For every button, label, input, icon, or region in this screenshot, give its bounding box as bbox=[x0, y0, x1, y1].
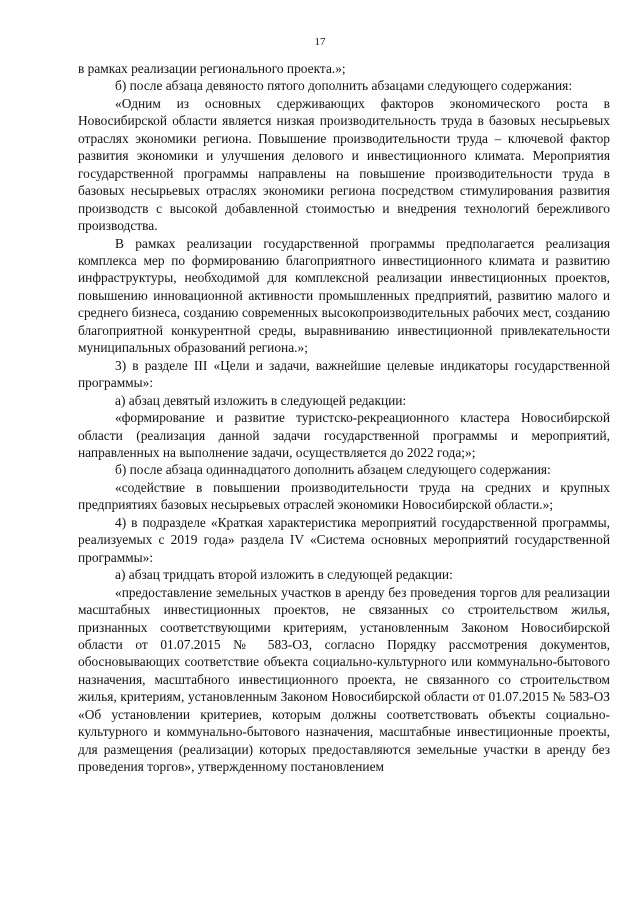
paragraph: в рамках реализации регионального проекта.»; bbox=[78, 61, 346, 76]
paragraph: б) после абзаца одиннадцатого дополнить абзацем следующего содержания: bbox=[115, 462, 551, 478]
paragraph: а) абзац девятый изложить в следующей редакции: bbox=[115, 392, 407, 408]
paragraph: 3) в разделе III «Цели и задачи, важнейшие целевые индикаторы государственной программы»: bbox=[78, 357, 610, 391]
page-number: 17 bbox=[314, 36, 326, 48]
paragraph: а) абзац тридцать второй изложить в следующей редакции: bbox=[115, 567, 453, 583]
paragraph: б) после абзаца девяносто пятого дополнить абзацами следующего содержания: bbox=[115, 78, 573, 94]
paragraph: В рамках реализации государственной программы предполагается реализация комплекса мер по формированию благоприятного инвестиционного климата и развитию инфраструктуры, необходимой для комплексной реализации инвестиционных проектов, повышению инновационной активности промышленных предприятий, развитию малого и среднего бизнеса, созданию современных высокопроизводительных рабочих мест, созданию благоприятной конкурентной среды, выравниванию инвестиционной привлекательности муниципальных образований региона.»; bbox=[78, 235, 610, 356]
paragraph: «формирование и развитие туристско-рекреационного кластера Новосибирской области (реализация данной задачи государственной программы и мероприятий, направленных на выполнение задачи, осуществляется до 2022 года;»; bbox=[78, 410, 610, 460]
paragraph: «предоставление земельных участков в аренду без проведения торгов для реализации масштабных инвестиционных проектов, не связанных со строительством жилья, признанных соответствующими критериям, установленным Законом Новосибирской области от 01.07.2015 № 583-ОЗ, согласно Порядку рассмотрения документов, обосновывающих соответствие объекта социально-культурного или коммунально-бытового назначения, масштабного инвестиционного проекта, не связанного со строительством жилья, критериям, установленным Законом Новосибирской области от 01.07.2015 № 583-ОЗ «Об установлении критериев, которым должны соответствовать объекты социально-культурного и коммунально-бытового назначения, масштабные инвестиционные проекты, для размещения (реализации) которых предоставляются земельные участки в аренду без проведения торгов», утвержденному постановлением bbox=[78, 584, 610, 775]
paragraph: «содействие в повышении производительности труда на средних и крупных предприятиях базовых несырьевых отраслей экономики Новосибирской области.»; bbox=[78, 479, 610, 513]
paragraph: 4) в подразделе «Краткая характеристика мероприятий государственной программы, реализуемых с 2019 года» раздела IV «Система основных мероприятий государственной программы»: bbox=[78, 514, 610, 565]
paragraph: «Одним из основных сдерживающих факторов экономического роста в Новосибирской области является низкая производительность труда в базовых несырьевых отраслях экономики региона. Повышение производительности труда – ключевой фактор развития экономики и улучшения делового и инвестиционного климата. Мероприятия государственной программы направлены на повышение производительности труда в базовых несырьевых отраслях экономики региона посредством стимулирования развития производств с высокой добавленной стоимостью и внедрения технологий бережливого производства. bbox=[78, 95, 610, 234]
document-body bbox=[78, 60, 610, 776]
